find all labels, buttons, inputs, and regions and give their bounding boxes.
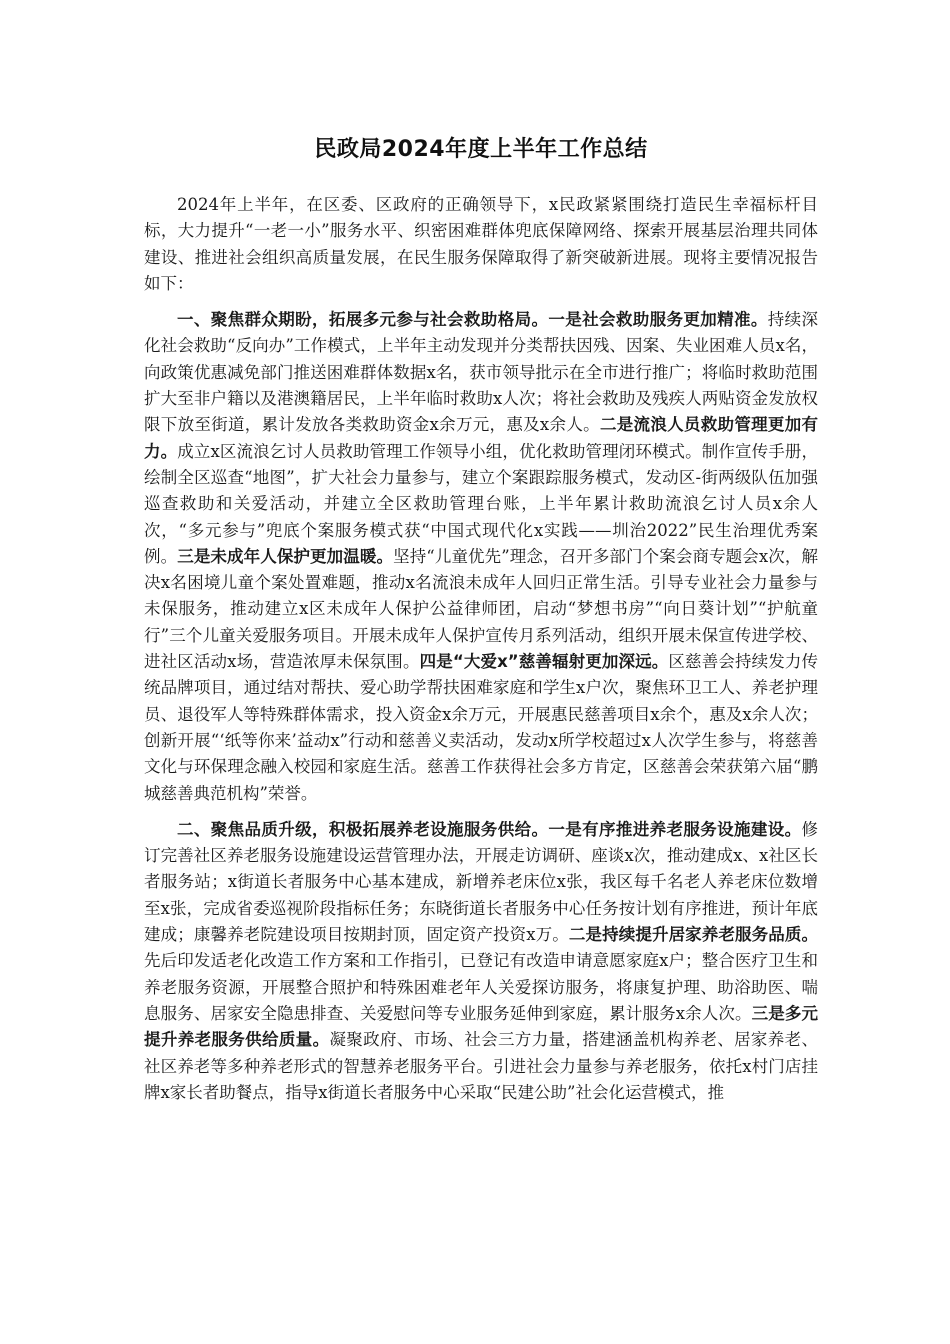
section-2-sub-1-title: 一是有序推进养老服务设施建设。 xyxy=(548,819,802,839)
section-2-sub-3-text: 凝聚政府、市场、社会三方力量，搭建涵盖机构养老、居家养老、社区养老等多种养老形式的智慧养老服务平台。引进社会力量参与养老服务，依托x村门店挂牌x家长者助餐点，指导x街道长者服务中心采取“民建公助”社会化运营模式，推 xyxy=(144,1030,819,1102)
intro-text: 2024年上半年，在区委、区政府的正确领导下，x民政紧紧围绕打造民生幸福标杆目标，大力提升“一老一小”服务水平、织密困难群体兜底保障网络、探索开展基层治理共同体建设、推进社会组织高质量发展，在民生服务保障取得了新突破新进展。现将主要情况报告如下： xyxy=(144,195,818,293)
section-2-sub-1-text: 修订完善社区养老服务设施建设运营管理办法，开展走访调研、座谈x次，推动建成x、x社区长者服务站；x街道长者服务中心基本建成，新增养老床位x张，我区每千名老人养老床位数增至x张，完成省委巡视阶段指标任务；东晓街道长者服务中心任务按计划有序推进，预计年底建成；康馨养老院建设项目按期封顶，固定资产投资x万。 xyxy=(144,819,819,945)
section-1-sub-3-title: 三是未成年人保护更加温暖。 xyxy=(177,546,394,566)
section-2-sub-3-title: 三是多元提升养老服务供给质量。 xyxy=(144,1003,819,1050)
section-1-heading: 一、聚焦群众期盼，拓展多元参与社会救助格局。 xyxy=(177,310,549,330)
section-1-sub-1-title: 一是社会救助服务更加精准。 xyxy=(548,310,768,330)
section-1-sub-3-text: 坚持“儿童优先”理念，召开多部门个案会商专题会x次，解决x名困境儿童个案处置难题，推动x名流浪未成年人回归正常生活。引导专业社会力量参与未保服务，推动建立x区未成年人保护公益律师团，启动“梦想书房”“向日葵计划”“护航童行”三个儿童关爱服务项目。开展未成年人保护宣传月系列活动，组织开展未保宣传进学校、进社区活动x场，营造浓厚未保氛围。 xyxy=(144,546,819,672)
section-2-paragraph xyxy=(144,817,818,1106)
document-page xyxy=(144,130,818,1116)
section-2-sub-2-title: 二是持续提升居家养老服务品质。 xyxy=(568,925,818,945)
section-2-sub-2-text: 先后印发适老化改造工作方案和工作指引，已登记有改造申请意愿家庭x户；整合医疗卫生和养老服务资源，开展整合照护和特殊困难老年人关爱探访服务，将康复护理、助浴助医、喘息服务、居家安全隐患排查、关爱慰问等专业服务延伸到家庭，累计服务x余人次。 xyxy=(144,951,818,1023)
document-title: 民政局2024年度上半年工作总结 xyxy=(314,137,648,162)
section-2-heading: 二、聚焦品质升级，积极拓展养老设施服务供给。 xyxy=(177,819,549,839)
section-1-sub-2-text: 成立x区流浪乞讨人员救助管理工作领导小组，优化救助管理闭环模式。制作宣传手册，绘制全区巡查“地图”，扩大社会力量参与，建立个案跟踪服务模式，发动区-街两级队伍加强巡查救助和关爱活动，并建立全区救助管理台账，上半年累计救助流浪乞讨人员x余人次，“多元参与”兜底个案服务模式获“中国式现代化x实践——圳治2022”民生治理优秀案例。 xyxy=(144,441,818,566)
section-1-sub-4-text: 区慈善会持续发力传统品牌项目，通过结对帮扶、爱心助学帮扶困难家庭和学生x户次，聚焦环卫工人、养老护理员、退役军人等特殊群体需求，投入资金x余万元，开展惠民慈善项目x余个，惠及x余人次；创新开展“‘纸等你来’益动x”行动和慈善义卖活动，发动x所学校超过x人次学生参与，将慈善文化与环保理念融入校园和家庭生活。慈善工作获得社会多方肯定，区慈善会荣获第六届“鹏城慈善典范机构”荣誉。 xyxy=(144,652,818,803)
intro-paragraph xyxy=(144,192,818,297)
section-1-sub-2-title: 二是流浪人员救助管理更加有力。 xyxy=(144,415,818,461)
section-1-paragraph xyxy=(144,307,818,807)
section-1-sub-4-title: 四是“大爱x”慈善辐射更加深远。 xyxy=(419,652,669,672)
section-1-sub-1-text: 持续深化社会救助“反向办”工作模式，上半年主动发现并分类帮扶因残、因案、失业困难人员x名，向政策优惠减免部门推送困难群体数据x名，获市领导批示在全市进行推广；将临时救助范围扩大至非户籍以及港澳籍居民，上半年临时救助x人次；将社会救助及残疾人两贴资金发放权限下放至街道，累计发放各类救助资金x余万元，惠及x余人。 xyxy=(144,310,819,435)
